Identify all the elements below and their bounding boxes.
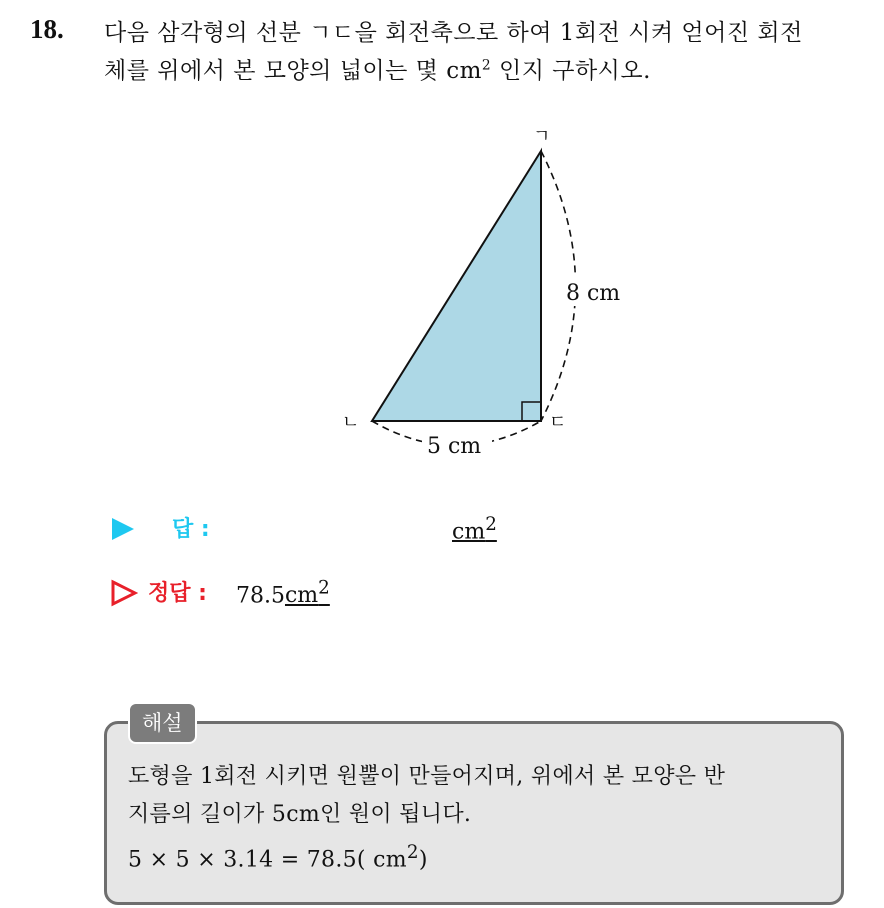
right-triangle bbox=[372, 151, 541, 421]
correct-unit bbox=[284, 578, 330, 609]
correct-label: 정답 : bbox=[148, 581, 207, 606]
answer-unit-text: cm bbox=[452, 519, 486, 545]
question-number: 18. bbox=[30, 14, 64, 44]
explanation-line-3 bbox=[128, 834, 828, 879]
question-line-2-text: 체를 위에서 본 모양의 넓이는 몇 cm bbox=[104, 58, 482, 84]
answer-marker-icon bbox=[110, 516, 136, 542]
triangle-figure bbox=[330, 120, 660, 470]
explanation-tag: 해설 bbox=[128, 702, 197, 744]
answer-label: 답 : bbox=[172, 517, 210, 542]
correct-unit-text: cm bbox=[284, 583, 319, 609]
correct-unit-exponent: 2 bbox=[318, 578, 330, 599]
explanation-text bbox=[128, 758, 828, 879]
question-line-1: 다음 삼각형의 선분 ㄱㄷ을 회전축으로 하여 1회전 시켜 얻어진 회전 bbox=[104, 20, 803, 46]
explanation-line-2: 지름의 길이가 5cm인 원이 됩니다. bbox=[128, 802, 472, 827]
answer-unit-exponent: 2 bbox=[485, 514, 497, 535]
explanation-formula-end: ) bbox=[418, 847, 428, 873]
question-line-2-end: 인지 구하시오. bbox=[491, 58, 651, 84]
height-label: 8 cm bbox=[566, 281, 621, 306]
correct-marker-icon bbox=[110, 579, 138, 607]
explanation-formula-exponent: 2 bbox=[406, 842, 419, 863]
correct-value bbox=[236, 578, 330, 608]
correct-value-number: 78.5 bbox=[236, 583, 285, 609]
explanation-formula: 5 × 5 × 3.14 = 78.5( cm bbox=[128, 847, 407, 873]
question-line-2 bbox=[104, 52, 864, 90]
answer-unit bbox=[452, 514, 497, 544]
question-unit-exponent: 2 bbox=[481, 57, 492, 74]
question-text bbox=[104, 14, 864, 90]
vertex-left-label: ㄴ bbox=[342, 412, 360, 433]
base-label: 5 cm bbox=[427, 434, 482, 459]
vertex-top-label: ㄱ bbox=[533, 126, 551, 147]
explanation-line-1: 도형을 1회전 시키면 원뿔이 만들어지며, 위에서 본 모양은 반 bbox=[128, 764, 726, 789]
vertex-right-label: ㄷ bbox=[549, 412, 567, 433]
